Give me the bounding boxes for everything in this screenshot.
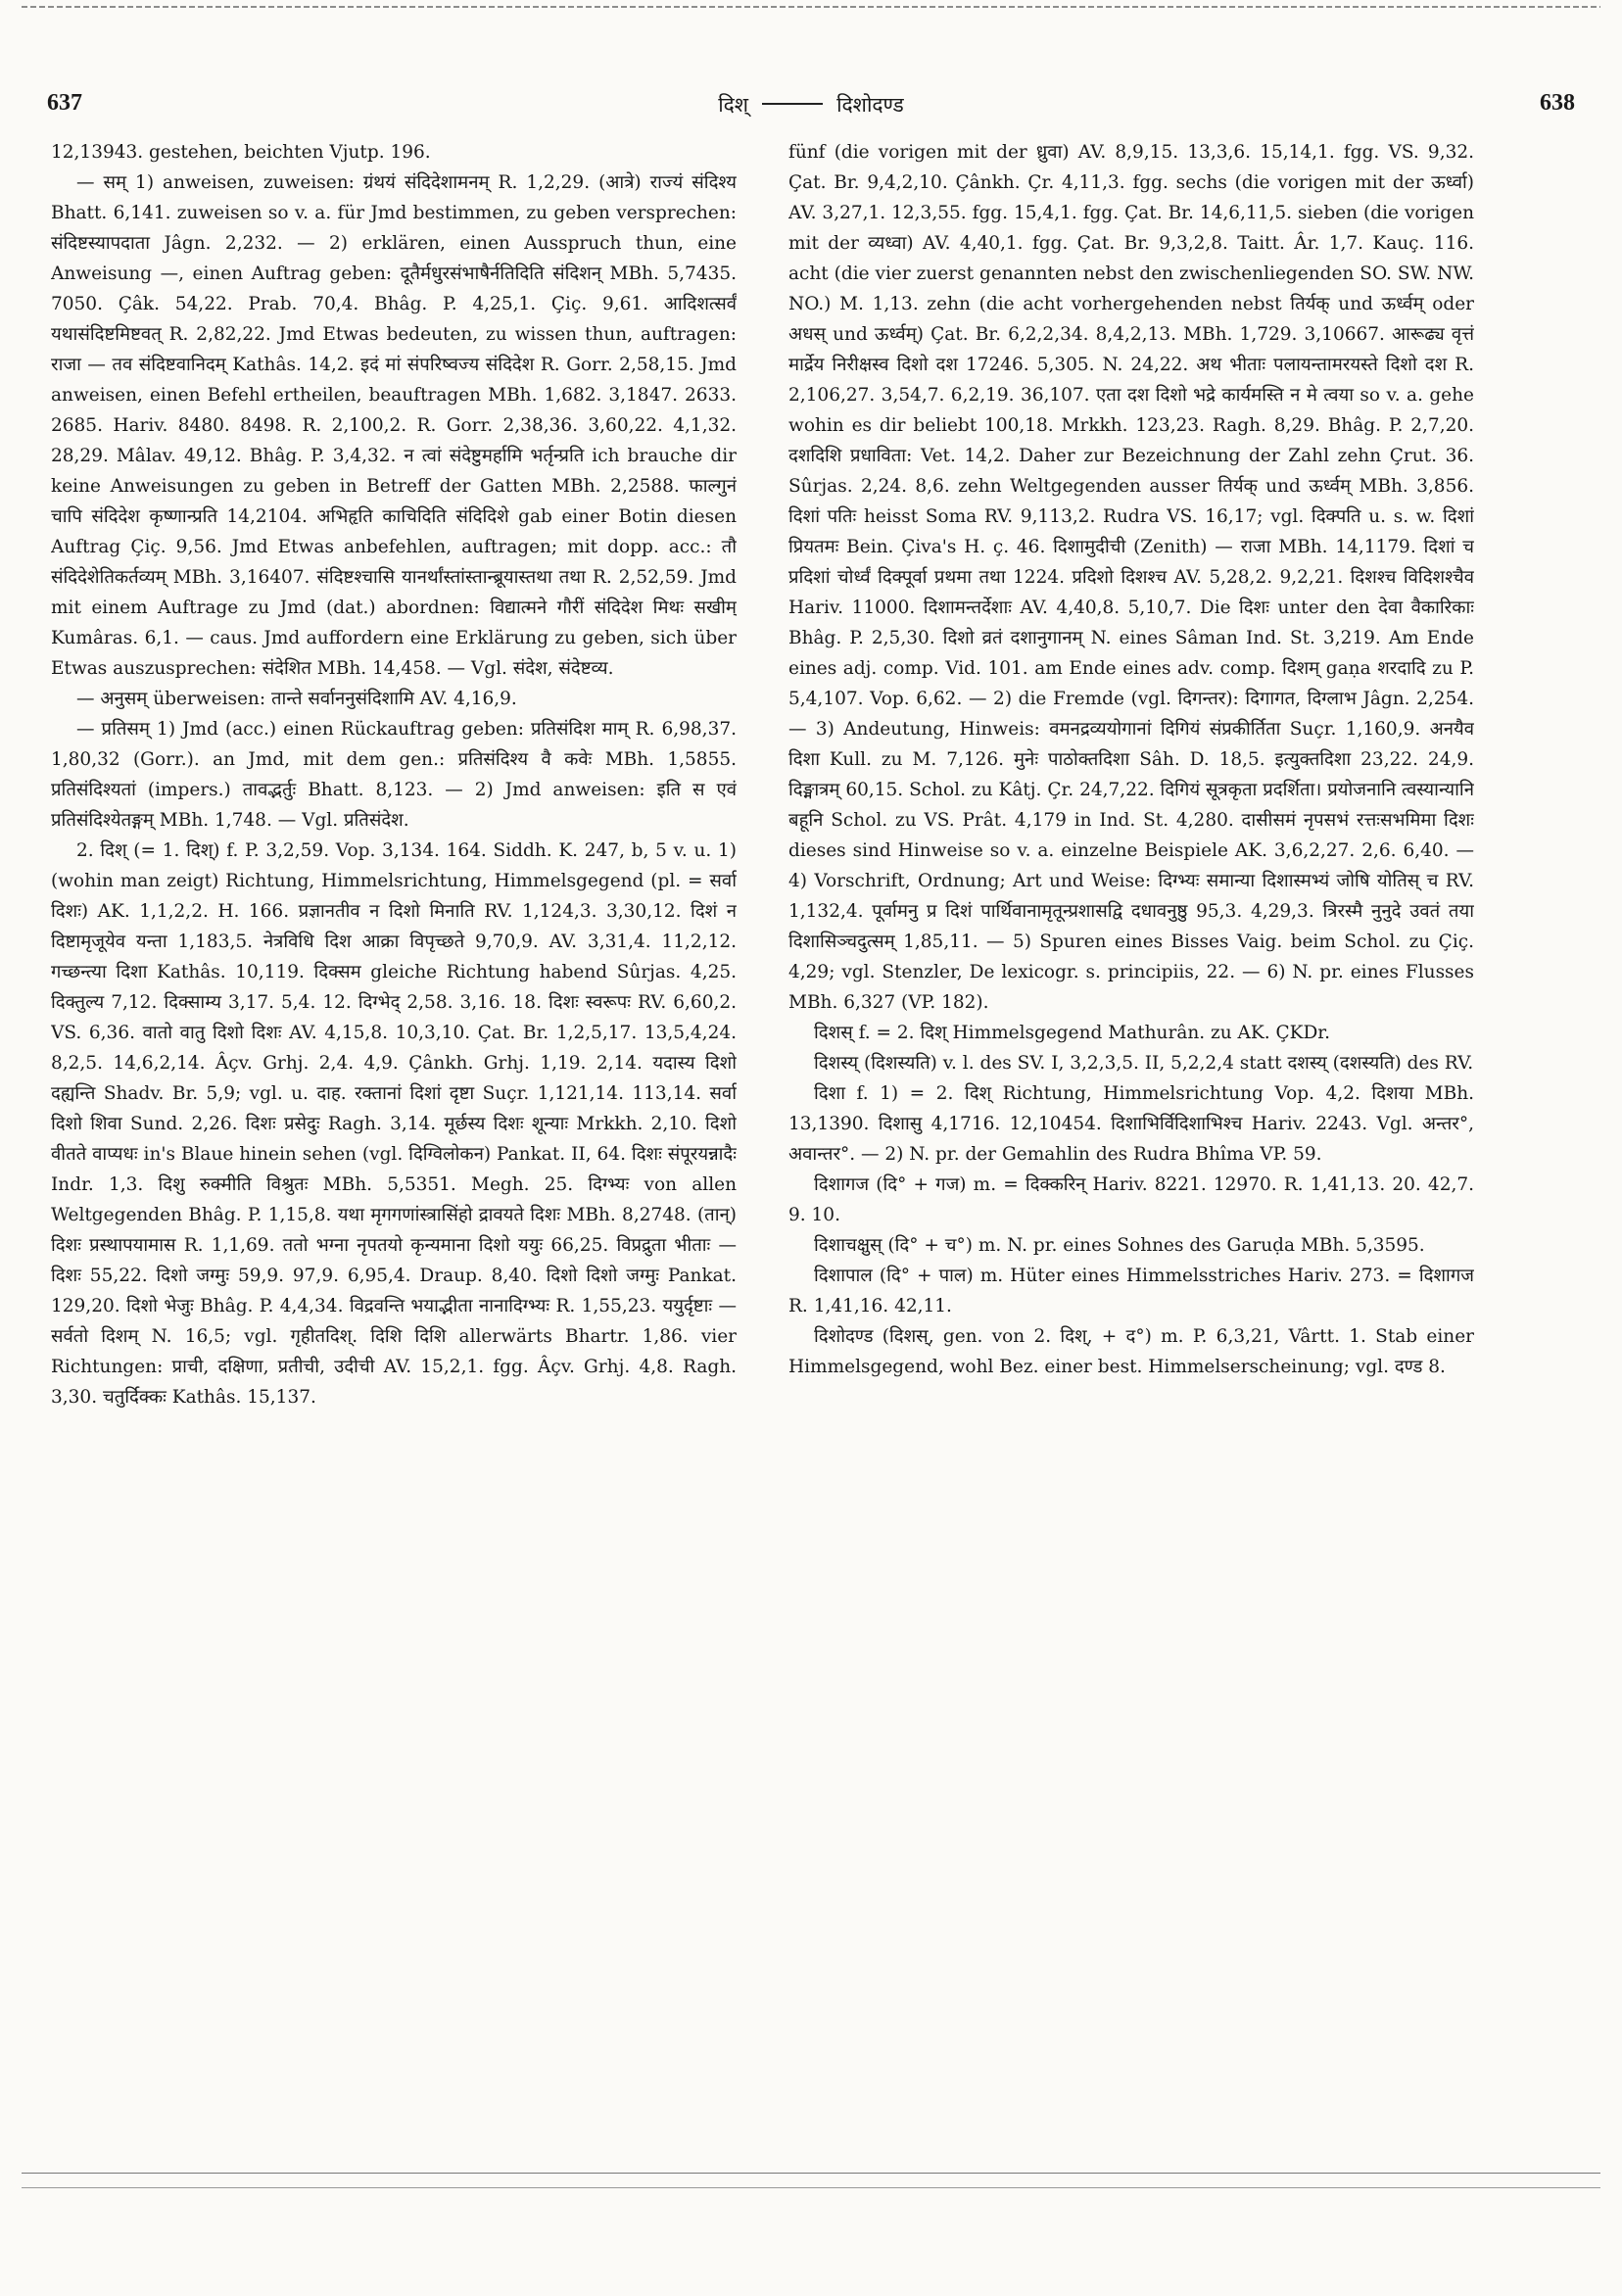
bottom-rule — [22, 2173, 1600, 2174]
dictionary-entry: दिशोदण्ड (दिशस्, gen. von 2. दिश्, + द°) m. P. 6,3,21, Vârtt. 1. Stab einer Himmelsgegend, wohl Bez. einer best. Himmelserscheinung; vgl. दण्ड 8. — [788, 1326, 1474, 1377]
left-column — [51, 137, 737, 2096]
dictionary-entry: fünf (die vorigen mit der ध्रुवा) AV. 8,9,15. 13,3,6. 15,14,1. fgg. VS. 9,32. Çat. Br. 9,4,2,10. Çânkh. Çr. 4,11,3. fgg. sechs (die vorigen mit der ऊर्ध्वा) AV. 3,27,1. 12,3,55. fgg. 15,4,1. fgg. Çat. Br. 14,6,11,5. sieben (die vorigen mit der व्यध्वा) AV. 4,40,1. fgg. Çat. Br. 9,3,2,8. Taitt. Âr. 1,7. Kauç. 116. acht (die vier zuerst genannten nebst den zwischenliegenden SO. SW. NW. NO.) M. 1,13. zehn (die acht vorhergehenden nebst तिर्यक् und ऊर्ध्वम् oder अधस् und ऊर्ध्वम्) Çat. Br. 6,2,2,34. 8,4,2,13. MBh. 1,729. 3,10667. आरूढ्य वृत्तं मार्द्रेय निरीक्षस्व दिशो दश 17246. 5,305. N. 24,22. अथ भीताः पलायन्तामरयस्ते दिशो दश R. 2,106,27. 3,54,7. 6,2,19. 36,107. एता दश दिशो भद्रे कार्यमस्ति न मे त्वया so v. a. gehe wohin es dir beliebt 100,18. Mrkkh. 123,23. Ragh. 8,29. Bhâg. P. 2,7,20. दशदिशि प्रधाविता: Vet. 14,2. Daher zur Bezeichnung der Zahl zehn Çrut. 36. Sûrjas. 2,24. 8,6. zehn Weltgegenden ausser तिर्यक् und ऊर्ध्वम् MBh. 3,856. दिशां पतिः heisst Soma RV. 9,113,2. Rudra VS. 16,17; vgl. दिक्पति u. s. w. दिशां प्रियतमः Bein. Çiva's H. ç. 46. दिशामुदीची (Zenith) — राजा MBh. 14,1179. दिशां च प्रदिशां चोर्ध्वं दिक्पूर्वा प्रथमा तथा 1224. प्रदिशो दिशश्च AV. 5,28,2. 9,2,21. दिशश्च विदिशश्चैव Hariv. 11000. दिशामन्तर्देशाः AV. 4,40,8. 5,10,7. Die दिशः unter den देवा वैकारिकाः Bhâg. P. 2,5,30. दिशो व्रतं दशानुगानम् N. eines Sâman Ind. St. 3,219. Am Ende eines adj. comp. Vid. 101. am Ende eines adv. comp. दिशम् gaṇa शरदादि zu P. 5,4,107. Vop. 6,62. — 2) die Fremde (vgl. दिगन्तर): दिगागत, दिग्लाभ Jâgn. 2,254. — 3) Andeutung, Hinweis: वमनद्रव्ययोगानां दिगियं संप्रकीर्तिता Suçr. 1,160,9. अनयैव दिशा Kull. zu M. 7,126. मुनेः पाठोक्तदिशा Sâh. D. 18,5. इत्युक्तदिशा 23,22. 24,9. दिङ्मात्रम् 60,15. Schol. zu Kâtj. Çr. 24,7,22. दिगियं सूत्रकृता प्रदर्शिता। प्रयोजनानि त्वस्यान्यानि बहूनि Schol. zu VS. Prât. 4,179 in Ind. St. 4,280. दासीसमं नृपसभं रत्तःसभमिमा दिशः dieses sind Hinweise so v. a. einzelne Beispiele AK. 3,6,2,27. 2,6. 6,40. — 4) Vorschrift, Ordnung; Art und Weise: दिग्भ्यः समान्या दिशास्मभ्यं जोषि योतिस् च RV. 1,132,4. पूर्वामनु प्र दिशं पार्थिवानामृतून्प्रशासद्वि दधावनुष्ठु 95,3. 4,29,3. त्रिरस्मै नुनुदे उवतं तया दिशासिञ्चदुत्सम् 1,85,11. — 5) Spuren eines Bisses Vaig. beim Schol. zu Çiç. 4,29; vgl. Stenzler, De lexicogr. s. principiis, 22. — 6) N. pr. eines Flusses MBh. 6,327 (VP. 182). — [788, 142, 1474, 1013]
dictionary-entry: दिशा f. 1) = 2. दिश् Richtung, Himmelsrichtung Vop. 4,2. दिशया MBh. 13,1390. दिशासु 4,1716. 12,10454. दिशाभिर्विदिशाभिश्च Hariv. 2243. Vgl. अन्तर°, अवान्तर°. — 2) N. pr. der Gemahlin des Rudra Bhîma VP. 59. — [788, 1083, 1474, 1165]
top-border — [22, 6, 1600, 8]
dictionary-entry: दिशस्य् (दिशस्यति) v. l. des SV. I, 3,2,3,5. II, 5,2,2,4 statt दशस्य् (दशस्यति) des RV. — [814, 1053, 1474, 1074]
running-head-left-word: दिश् — [718, 93, 749, 117]
left-page-number: 637 — [47, 90, 82, 116]
dictionary-entry: दिशाचक्षुस् (दि° + च°) m. N. pr. eines Sohnes des Garuḍa MBh. 5,3595. — [814, 1235, 1425, 1256]
running-head — [47, 86, 1575, 119]
dictionary-entry: दिशागज (दि° + गज) m. = दिक्करिन् Hariv. 8221. 12970. R. 1,41,13. 20. 42,7. 9. 10. — [788, 1174, 1474, 1225]
dictionary-entry: — प्रतिसम् 1) Jmd (acc.) einen Rückauftrag geben: प्रतिसंदिश माम् R. 6,98,37. 1,80,32 (Gorr.). an Jmd, mit dem gen.: प्रतिसंदिश्य वै कवेः MBh. 1,5855. प्रतिसंदिश्यतां (impers.) तावद्भर्तुः Bhatt. 8,123. — 2) Jmd anweisen: इति स एवं प्रतिसंदिश्येतङ्गम् MBh. 1,748. — Vgl. प्रतिसंदेश. — [51, 719, 737, 831]
dictionary-entry: दिशस् f. = 2. दिश् Himmelsgegend Mathurân. zu AK. ÇKDr. — [814, 1023, 1331, 1043]
right-page-number: 638 — [1540, 90, 1575, 116]
dictionary-entry: — सम् 1) anweisen, zuweisen: ग्रंथयं संदिदेशामनम् R. 1,2,29. (आत्रे) राज्यं संदिश्य Bhatt. 6,141. zuweisen so v. a. für Jmd bestimmen, zu geben versprechen: संदिष्टस्यापदाता Jâgn. 2,232. — 2) erklären, einen Ausspruch thun, eine Anweisung —, einen Auftrag geben: दूतैर्मधुरसंभाषैर्नतिदिति संदिशन् MBh. 5,7435. 7050. Çâk. 54,22. Prab. 70,4. Bhâg. P. 4,25,1. Çiç. 9,61. आदिशत्सर्वं यथासंदिष्टमिष्टवत् R. 2,82,22. Jmd Etwas bedeuten, zu wissen thun, auftragen: राजा — तव संदिष्टवानिदम् Kathâs. 14,2. इदं मां संपरिष्वज्य संदिदेश R. Gorr. 2,58,15. Jmd anweisen, einen Befehl ertheilen, beauftragen MBh. 1,682. 3,1847. 2633. 2685. Hariv. 8480. 8498. R. 2,100,2. R. Gorr. 2,38,36. 3,60,22. 4,1,32. 28,29. Mâlav. 49,12. Bhâg. P. 3,4,32. न त्वां संदेष्टुमर्हामि भर्तृन्प्रति ich brauche dir keine Anweisungen zu geben in Betreff der Gatten MBh. 2,2588. फाल्गुनं चापि संदिदेश कृष्णान्प्रति 14,2104. अभिहृति काचिदिति संदिदिशे gab einer Botin diesen Auftrag Çiç. 9,56. Jmd Etwas anbefehlen, auftragen; mit dopp. acc.: तौ संदिदेशेतिकर्तव्यम् MBh. 3,16407. संदिष्टश्चासि यानर्थांस्तांस्तान्ब्रूयास्तथा तथा R. 2,52,59. Jmd mit einem Auftrage zu Jmd (dat.) abordnen: विद्यात्मने गौरीं संदिदेश मिथः सखीम् Kumâras. 6,1. — caus. Jmd auffordern eine Erklärung zu geben, sich über Etwas auszusprechen: संदेशित MBh. 14,458. — Vgl. संदेश, संदेष्टव्य. — [51, 172, 737, 679]
running-head-right-word: दिशोदण्ड — [836, 93, 904, 117]
dictionary-entry: दिशापाल (दि° + पाल) m. Hüter eines Himmelsstriches Hariv. 273. = दिशागज R. 1,41,16. 42,11. — [788, 1266, 1474, 1316]
dictionary-entry: — अनुसम् überweisen: तान्ते सर्वाननुसंदिशामि AV. 4,16,9. — [76, 689, 517, 709]
running-head-dash — [762, 103, 823, 105]
right-column — [788, 137, 1474, 2096]
dictionary-entry: 12,13943. gestehen, beichten Vjutp. 196. — [51, 142, 431, 163]
bottom-rule-secondary — [22, 2187, 1600, 2188]
page-header — [47, 90, 1575, 129]
dictionary-entry: 2. दिश् (= 1. दिश्) f. P. 3,2,59. Vop. 3,134. 164. Siddh. K. 247, b, 5 v. u. 1) (wohin man zeigt) Richtung, Himmelsrichtung, Himmelsgegend (pl. = सर्वा दिशः) AK. 1,1,2,2. H. 166. प्रज्ञानतीव न दिशो मिनाति RV. 1,124,3. 3,30,12. दिशं न दिष्टामृजूयेव यन्ता 1,183,5. नेत्रविधि दिश आक्रा विपृच्छते 9,70,9. AV. 3,31,4. 11,2,12. गच्छन्त्या दिशा Kathâs. 10,119. दिक्सम gleiche Richtung habend Sûrjas. 4,25. दिक्तुल्य 7,12. दिक्साम्य 3,17. 5,4. 12. दिग्भेद् 2,58. 3,16. 18. दिशः स्वरूपः RV. 6,60,2. VS. 6,36. वातो वातु दिशो दिशः AV. 4,15,8. 10,3,10. Çat. Br. 1,2,5,17. 13,5,4,24. 8,2,5. 14,6,2,14. Âçv. Grhj. 2,4. 4,9. Çânkh. Grhj. 1,19. 2,14. यदास्य दिशो दह्यन्ति Shadv. Br. 5,9; vgl. u. दाह. रक्तानां दिशां दृष्टा Suçr. 1,121,14. 113,14. सर्वा दिशो शिवा Sund. 2,26. दिशः प्रसेदुः Ragh. 3,14. मूर्छस्य दिशः शून्याः Mrkkh. 2,10. दिशो वीतते वाप्यधः in's Blaue hinein sehen (vgl. दिग्विलोकन) Pankat. II, 64. दिशः संपूरयन्नादैः Indr. 1,3. दिशु रुक्मीति विश्रुतः MBh. 5,5351. Megh. 25. दिग्भ्यः von allen Weltgegenden Bhâg. P. 1,15,8. यथा मृगगणांस्त्रासिंहो द्रावयते दिशः MBh. 8,2748. (तान्) दिशः प्रस्थापयामास R. 1,1,69. ततो भग्ना नृपतयो कृन्यमाना दिशो ययुः 66,25. विप्रद्रुता भीताः — दिशः 55,22. दिशो जग्मुः 59,9. 97,9. 6,95,4. Draup. 8,40. दिशो दिशो जग्मुः Pankat. 129,20. दिशो भेजुः Bhâg. P. 4,4,34. विद्रवन्ति भयाद्भीता नानादिग्भ्यः R. 1,55,23. ययुर्दृष्टाः — सर्वतो दिशम् N. 16,5; vgl. गृहीतदिश्. दिशि दिशि allerwärts Bhartr. 1,86. vier Richtungen: प्राची, दक्षिणा, प्रतीची, उदीची AV. 15,2,1. fgg. Âçv. Grhj. 4,8. Ragh. 3,30. चतुर्दिक्कः Kathâs. 15,137. — [51, 840, 737, 1408]
